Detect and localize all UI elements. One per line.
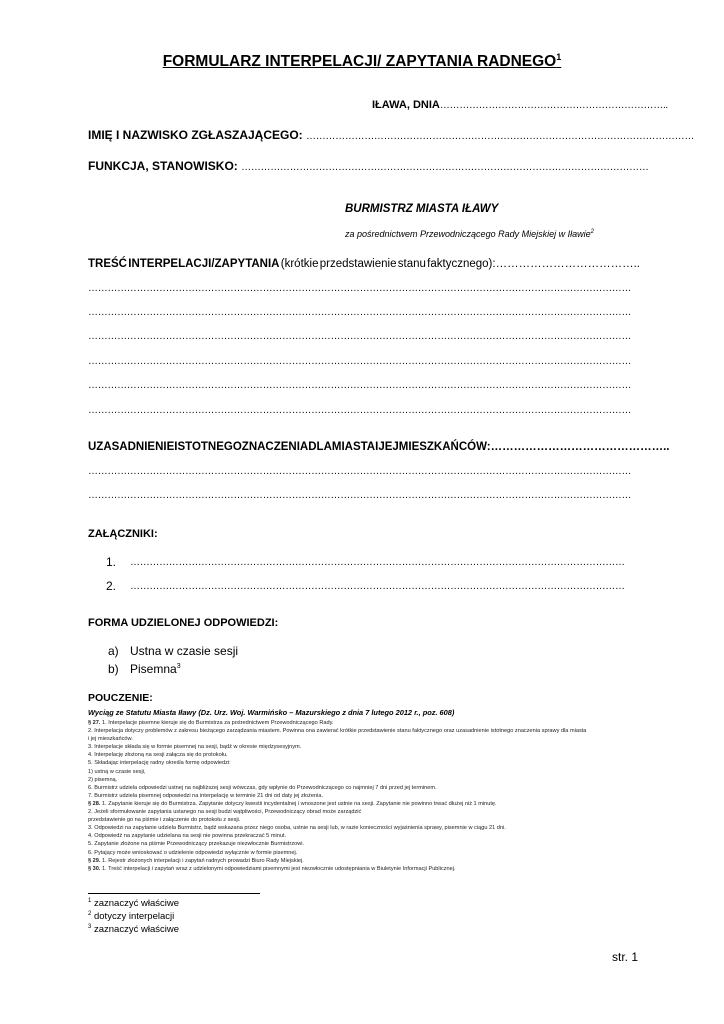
legal-line: 7. Burmistrz udziela pisemnej odpowiedzi na interpelację w terminie 21 dni od daty jej złożenia. (88, 792, 324, 799)
content-line[interactable]: …………………………………………………………………………………………………………………………………………………… (88, 307, 632, 318)
name-line (88, 128, 695, 142)
date-field-dots[interactable]: …………………………………………………………….. (439, 100, 668, 111)
content-label-word: (krótkie (280, 258, 319, 270)
legal-line: 2) pisemną. (88, 776, 118, 783)
justification-label (88, 441, 670, 453)
legal-line: § 28. 1. Zapytanie kieruje się do Burmistrza. Zapytanie dotyczy kwestii incydentalnej i wnoszone jest ustnie na sesji. Zapytanie nie powinno trwać dłużej niż 1 minutę. (88, 800, 497, 807)
legal-line: 6. Pytający może wnioskować o udzielenie odpowiedzi wyłącznie w formie pisemnej. (88, 849, 298, 856)
legal-line: § 30. 1. Treść interpelacji i zapytań wraz z udzielonymi odpowiedziami pisemnymi jest niezwłocznie udostępniania w Biuletynie Informacji Publicznej. (88, 865, 456, 872)
addressee: BURMISTRZ MIASTA IŁAWY (345, 203, 499, 215)
answer-option-text: Pisemna (130, 662, 177, 676)
justification-label-word: JEJ (378, 441, 399, 453)
legal-line: i jej mieszkańców. (88, 736, 133, 743)
instruction-subtitle: Wyciąg ze Statutu Miasta Iławy (Dz. Urz. Woj. Warmińsko – Mazurskiego z dnia 7 lutego 2012 r., poz. 608) (88, 708, 455, 717)
answer-option-text: Ustna w czasie sesji (130, 644, 239, 658)
answer-option-written[interactable] (108, 662, 181, 676)
content-line[interactable]: …………………………………………………………………………………………………………………………………………………… (88, 331, 632, 342)
content-label-word: przedstawienie (319, 258, 397, 270)
function-label: FUNKCJA, STANOWISKO: (88, 159, 238, 173)
footnote: $^3$ zaznaczyć właściwe (88, 924, 179, 936)
content-label-word: TREŚĆ (88, 258, 127, 270)
form-title-text: FORMULARZ INTERPELACJI/ ZAPYTANIA RADNEGO (162, 53, 557, 71)
answer-footnote-marker: 3 (176, 663, 181, 670)
answer-option-letter: a) (108, 644, 119, 658)
legal-line: 4. Odpowiedź na zapytanie udzielana na sesji nie powinna przekraczać 5 minut. (88, 833, 287, 840)
attachments-label: ZAŁĄCZNIKI: (88, 528, 158, 540)
content-line[interactable]: …………………………………………………………………………………………………………………………………………………… (88, 405, 632, 416)
date-label: IŁAWA, DNIA (372, 99, 440, 111)
page-number: str. 1 (611, 950, 638, 964)
legal-line: 1) ustną w czasie sesji, (88, 768, 146, 775)
function-field-dots[interactable]: ……………………………………………………………………………………………………………… (241, 162, 649, 173)
justification-line[interactable]: …………………………………………………………………………………………………………………………………………………… (88, 466, 632, 477)
form-title (0, 52, 724, 71)
justification-label-word: I (375, 441, 379, 453)
legal-line: 2. Interpelacja dotyczy problemów z zakresu bieżącego zarządzania miastem. Powinna ona zawierać krótkie przedstawienie stanu faktycznego oraz uzasadnienie istotnego znaczenia sprawy dla miasta (88, 728, 587, 735)
justification-label-word: MIASTA (331, 441, 376, 453)
title-footnote-marker: 1 (556, 52, 562, 62)
footnote-separator (88, 893, 260, 894)
attachment-number: 2. (106, 579, 117, 593)
addressee-via-text: za pośrednictwem Przewodniczącego Rady Miejskiej w Iławie (345, 229, 591, 239)
legal-line: przedstawienie go na piśmie i załączenie do protokołu z sesji. (88, 817, 241, 824)
content-line[interactable]: …………………………………………………………………………………………………………………………………………………… (88, 356, 632, 367)
content-label (88, 258, 640, 270)
legal-text-block (88, 719, 586, 873)
answer-option-letter: b) (108, 662, 119, 676)
justification-line[interactable]: …………………………………………………………………………………………………………………………………………………… (88, 490, 632, 501)
answer-option-oral[interactable] (108, 644, 238, 658)
legal-line: 4. Interpelację złożoną na sesji załącza się do protokołu. (88, 752, 228, 759)
attachment-field[interactable]: ……………………………………………………………………………………………………………………………………… (130, 557, 625, 568)
legal-line: 6. Burmistrz udziela odpowiedzi ustnej na najbliższej sesji wówczas, gdy wpłynie do Przewodniczącego co najmniej 7 dni przed jej terminem. (88, 784, 437, 791)
justification-label-word: UZASADNIENIE (88, 441, 175, 453)
legal-line: 3. Interpelacje składa się w formie pisemnej na sesji, bądź w okresie międzysesyjnym. (88, 744, 302, 751)
date-line (372, 99, 668, 111)
content-label-word: INTERPELACJI/ZAPYTANIA (128, 258, 280, 270)
justification-label-word: DLA (308, 441, 332, 453)
name-label: IMIĘ I NAZWISKO ZGŁASZAJĄCEGO: (88, 128, 303, 142)
content-line[interactable]: …………………………………………………………………………………………………………………………………………………… (88, 380, 632, 391)
function-line (88, 159, 649, 173)
attachment-number: 1. (106, 555, 117, 569)
footnote: $^1$ zaznaczyć właściwe (88, 898, 179, 910)
content-line[interactable]: …………………………………………………………………………………………………………………………………………………… (88, 283, 632, 294)
attachment-field[interactable]: ……………………………………………………………………………………………………………………………………… (130, 581, 625, 592)
legal-line: 5. Zapytanie złożone na piśmie Przewodniczący przekazuje niezwłocznie Burmistrzowi. (88, 841, 305, 848)
legal-line: § 29. 1. Rejestr złożonych interpelacji i zapytań radnych prowadzi Biuro Rady Miejskiej. (88, 857, 304, 864)
justification-label-word: ISTOTNEGO (174, 441, 242, 453)
footnote: $^2$ dotyczy interpelacji (88, 911, 175, 923)
answer-form-label: FORMA UDZIELONEJ ODPOWIEDZI: (88, 617, 279, 629)
justification-label-word: MIESZKAŃCÓW:……………………………………….. (398, 441, 670, 453)
content-label-word: faktycznego):……………………………….. (427, 258, 640, 270)
justification-label-word: ZNACZENIA (241, 441, 309, 453)
name-field-dots[interactable]: ………………………………………………………………………………………………………… (306, 131, 695, 142)
legal-line: 3. Odpowiedzi na zapytanie udziela Burmistrz, bądź wskazana przez niego osoba, ustnie na sesji lub, w razie konieczności wyjaśnienia sprawy, pisemnie w ciągu 21 dni. (88, 825, 506, 832)
content-label-word: stanu (397, 258, 426, 270)
legal-line: § 27. 1. Interpelacje pisemne kieruje się do Burmistrza za pośrednictwem Przewodniczącego Rady. (88, 720, 334, 726)
legal-line: 5. Składając interpelację radny określa formę odpowiedzi: (88, 760, 231, 767)
legal-line: 2. Jeżeli sformułowanie zapytania ustanego na sesji budzi wątpliwości, Przewodniczący obrad może zarządzić (88, 809, 362, 816)
instruction-label: POUCZENIE: (88, 692, 153, 704)
addressee-via (345, 229, 594, 239)
addressee-footnote-marker: 2 (590, 229, 594, 235)
